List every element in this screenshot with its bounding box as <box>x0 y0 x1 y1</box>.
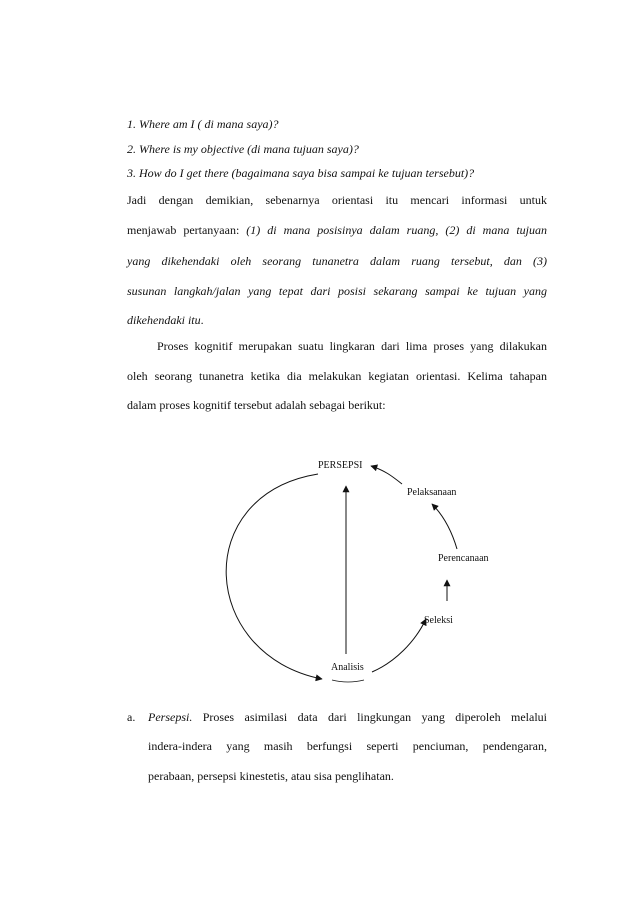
analisis-to-seleksi-arrow <box>372 619 426 672</box>
question-1: 1. Where am I ( di mana saya)? <box>127 117 279 131</box>
pelaksanaan-to-persepsi-arrow <box>371 466 402 484</box>
list-item-a-line-1 <box>148 710 547 724</box>
label-analisis: Analisis <box>331 662 364 673</box>
label-pelaksanaan: Pelaksanaan <box>407 487 457 498</box>
paragraph-1-line-2-plain: menjawab pertanyaan: <box>127 223 247 237</box>
question-2: 2. Where is my objective (di mana tujuan saya)? <box>127 142 359 156</box>
list-item-a-line-1-rest: Proses asimilasi data dari lingkungan yang diperoleh melalui <box>192 710 547 724</box>
paragraph-1-line-5-italic: dikehendaki itu <box>127 313 201 327</box>
paragraph-1-line-1: Jadi dengan demikian, sebenarnya orientasi itu mencari informasi untuk <box>127 193 547 207</box>
list-item-a-line-2: indera-indera yang masih berfungsi seperti penciuman, pendengaran, <box>148 739 547 753</box>
label-persepsi: PERSEPSI <box>318 460 363 471</box>
paragraph-1-line-5 <box>127 313 547 327</box>
paragraph-2-line-3: dalam proses kognitif tersebut adalah sebagai berikut: <box>127 398 386 412</box>
paragraph-1-line-2-italic: (1) di mana posisinya dalam ruang, (2) di mana tujuan <box>246 223 548 237</box>
paragraph-2-line-2: oleh seorang tunanetra ketika dia melakukan kegiatan orientasi. Kelima tahapan <box>127 369 547 383</box>
paragraph-1-line-2 <box>127 223 547 237</box>
paragraph-1-line-3: yang dikehendaki oleh seorang tunanetra dalam ruang tersebut, dan (3) <box>127 254 547 268</box>
analisis-underline <box>332 680 364 682</box>
list-item-a-term: Persepsi. <box>148 710 193 724</box>
perencanaan-to-pelaksanaan-arrow <box>432 504 457 549</box>
label-perencanaan: Perencanaan <box>438 553 489 564</box>
list-item-a-line-3: perabaan, persepsi kinestetis, atau sisa penglihatan. <box>148 769 394 783</box>
paragraph-2-line-1: Proses kognitif merupakan suatu lingkaran dari lima proses yang dilakukan <box>157 339 547 353</box>
list-item-a-marker: a. <box>127 710 136 724</box>
question-3: 3. How do I get there (bagaimana saya bisa sampai ke tujuan tersebut)? <box>127 166 475 180</box>
paragraph-1-line-4: susunan langkah/jalan yang tepat dari posisi sekarang sampai ke tujuan yang <box>127 284 547 298</box>
label-seleksi: Seleksi <box>424 615 453 626</box>
paragraph-1-line-5-end: . <box>200 313 204 327</box>
left-arc-arrow <box>226 474 322 679</box>
